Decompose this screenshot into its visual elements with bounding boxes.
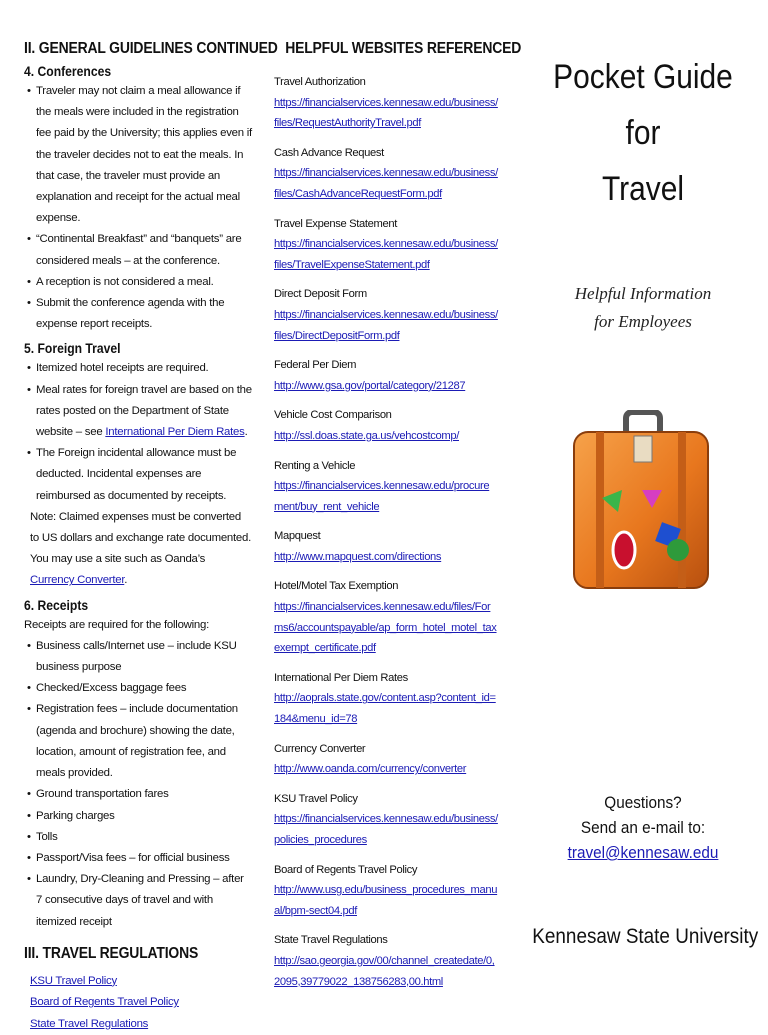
list-item: • Submit the conference agenda with the expense report receipts.: [24, 293, 252, 335]
foreign-travel-section: [24, 341, 252, 591]
website-name: Cash Advance Request: [274, 146, 384, 159]
international-per-diem-link[interactable]: International Per Diem Rates: [105, 426, 245, 439]
website-url-link[interactable]: http://www.usg.edu/business_procedures_manual/bpm-sect04.pdf: [274, 884, 498, 917]
website-entry: [274, 930, 498, 992]
item-text: Meal rates for foreign travel are based on the rates posted on the Department of State website – see: [36, 383, 252, 439]
website-name: Travel Expense Statement: [274, 217, 398, 230]
list-item: • Business calls/Internet use – include KSU business purpose: [24, 636, 252, 678]
website-entry: [274, 143, 498, 205]
list-item: [24, 380, 252, 444]
note-end: .: [124, 574, 128, 587]
website-entry: [274, 456, 498, 518]
websites-heading: HELPFUL WEBSITES REFERENCED: [285, 40, 522, 57]
travel-regulations-heading: III. TRAVEL REGULATIONS: [24, 944, 199, 962]
email-link[interactable]: travel@kennesaw.edu: [567, 843, 719, 862]
list-item: • The Foreign incidental allowance must be deducted. Incidental expenses are reimbursed as documented by receipts.: [24, 443, 252, 507]
website-name: KSU Travel Policy: [274, 792, 358, 805]
website-name: Travel Authorization: [274, 76, 366, 88]
receipts-section: [24, 598, 252, 933]
receipts-intro: Receipts are required for the following:: [24, 618, 210, 631]
regulations-links: [24, 971, 252, 1035]
list-item: • Parking charges: [24, 806, 252, 827]
website-entry: [274, 355, 498, 396]
guidelines-column: [24, 40, 278, 1035]
website-entry: [274, 789, 498, 851]
website-url-link[interactable]: https://financialservices.kennesaw.edu/business/policies_procedures: [274, 813, 498, 846]
website-url-link[interactable]: https://financialservices.kennesaw.edu/business/files/DirectDepositForm.pdf: [274, 308, 498, 342]
website-name: International Per Diem Rates: [274, 671, 408, 684]
website-name: Mapquest: [274, 530, 321, 543]
website-entry: [274, 739, 498, 780]
website-url-link[interactable]: http://www.gsa.gov/portal/category/21287: [274, 379, 466, 392]
website-entry: [274, 576, 498, 658]
list-item: • Passport/Visa fees – for official business: [24, 848, 252, 869]
website-entry: [274, 214, 498, 276]
website-name: Federal Per Diem: [274, 359, 357, 372]
website-name: State Travel Regulations: [274, 934, 388, 947]
website-entry: [274, 72, 498, 134]
website-url-link[interactable]: https://financialservices.kennesaw.edu/business/files/TravelExpenseStatement.pdf: [274, 238, 498, 271]
receipts-list: [24, 636, 252, 933]
list-item: • Itemized hotel receipts are required.: [24, 358, 252, 379]
website-name: Vehicle Cost Comparison: [274, 409, 392, 422]
website-entry: [274, 526, 498, 567]
conferences-section: [24, 64, 252, 335]
foreign-travel-title: 5. Foreign Travel: [24, 341, 121, 357]
university-name: Kennesaw State University: [532, 925, 759, 948]
website-name: Renting a Vehicle: [274, 459, 356, 472]
list-item: • “Continental Breakfast” and “banquets” are considered meals – at the conference.: [24, 229, 252, 271]
websites-column: [274, 40, 522, 1001]
conferences-title: 4. Conferences: [24, 64, 112, 79]
list-item: • Ground transportation fares: [24, 784, 252, 805]
receipts-title: 6. Receipts: [24, 597, 89, 613]
website-url-link[interactable]: http://ssl.doas.state.ga.us/vehcostcomp/: [274, 429, 459, 442]
website-name: Direct Deposit Form: [274, 288, 367, 301]
website-entry: [274, 668, 498, 730]
list-item: • Laundry, Dry-Cleaning and Pressing – after 7 consecutive days of travel and with itemized receipt: [24, 869, 252, 933]
currency-note: [24, 507, 252, 592]
title-line-2: for: [625, 114, 661, 152]
website-url-link[interactable]: http://www.mapquest.com/directions: [274, 550, 442, 563]
website-entry: [274, 284, 498, 346]
website-url-link[interactable]: http://sao.georgia.gov/00/channel_createdate/0,2095,39779022_138756283,00.html: [274, 954, 495, 988]
list-item: • Tolls: [24, 827, 252, 848]
website-entry: [274, 860, 498, 922]
subtitle: [520, 280, 766, 336]
item-end: .: [244, 426, 248, 439]
list-item: • Registration fees – include documentation (agenda and brochure) showing the date, location, amount of registration fee, and meals provided.: [24, 699, 252, 784]
websites-list: [274, 72, 498, 992]
website-name: Currency Converter: [274, 742, 366, 755]
guidelines-heading: II. GENERAL GUIDELINES CONTINUED: [24, 40, 278, 57]
send-email-label: Send an e-mail to:: [580, 818, 706, 837]
website-name: Board of Regents Travel Policy: [274, 863, 418, 876]
questions-label: Questions?: [604, 793, 682, 812]
foreign-travel-list: [24, 358, 252, 506]
conferences-list: [24, 81, 252, 335]
subtitle-line-1: Helpful Information: [574, 284, 712, 303]
ksu-travel-policy-link[interactable]: KSU Travel Policy: [30, 974, 117, 987]
website-url-link[interactable]: https://financialservices.kennesaw.edu/procurement/buy_rent_vehicle: [274, 480, 490, 513]
currency-converter-link[interactable]: Currency Converter: [30, 574, 125, 587]
suitcase-icon: [572, 410, 710, 590]
list-item: • A reception is not considered a meal.: [24, 272, 252, 293]
subtitle-line-2: for Employees: [594, 312, 692, 331]
website-url-link[interactable]: https://financialservices.kennesaw.edu/files/Forms6/accountspayable/ap_form_hotel_motel_taxexempt_certificate.pdf: [274, 601, 497, 655]
website-entry: [274, 405, 498, 446]
website-url-link[interactable]: https://financialservices.kennesaw.edu/business/files/CashAdvanceRequestForm.pdf: [274, 167, 498, 200]
website-url-link[interactable]: http://aoprals.state.gov/content.asp?content_id=184&menu_id=78: [274, 692, 496, 726]
travel-regulations-section: [24, 945, 252, 1035]
list-item: • Checked/Excess baggage fees: [24, 678, 252, 699]
contact-block: [532, 790, 753, 865]
website-url-link[interactable]: https://financialservices.kennesaw.edu/business/files/RequestAuthorityTravel.pdf: [274, 96, 498, 130]
list-item: • Traveler may not claim a meal allowance if the meals were included in the registration fee paid by the University; this applies even if the traveler decides not to eat the meals. In that case, the traveler must provide an explanation and receipt for the actual meal expense.: [24, 81, 252, 229]
board-of-regents-policy-link[interactable]: Board of Regents Travel Policy: [30, 996, 179, 1009]
cover-panel: [520, 0, 768, 1024]
website-name: Hotel/Motel Tax Exemption: [274, 580, 399, 593]
state-travel-regulations-link[interactable]: State Travel Regulations: [30, 1017, 149, 1030]
title-line-3: Travel: [601, 170, 685, 208]
title-line-1: Pocket Guide: [553, 58, 733, 96]
note-text: Note: Claimed expenses must be converted to US dollars and exchange rate documented. You may use a site such as Oanda’s: [30, 510, 252, 566]
website-url-link[interactable]: http://www.oanda.com/currency/converter: [274, 763, 467, 776]
